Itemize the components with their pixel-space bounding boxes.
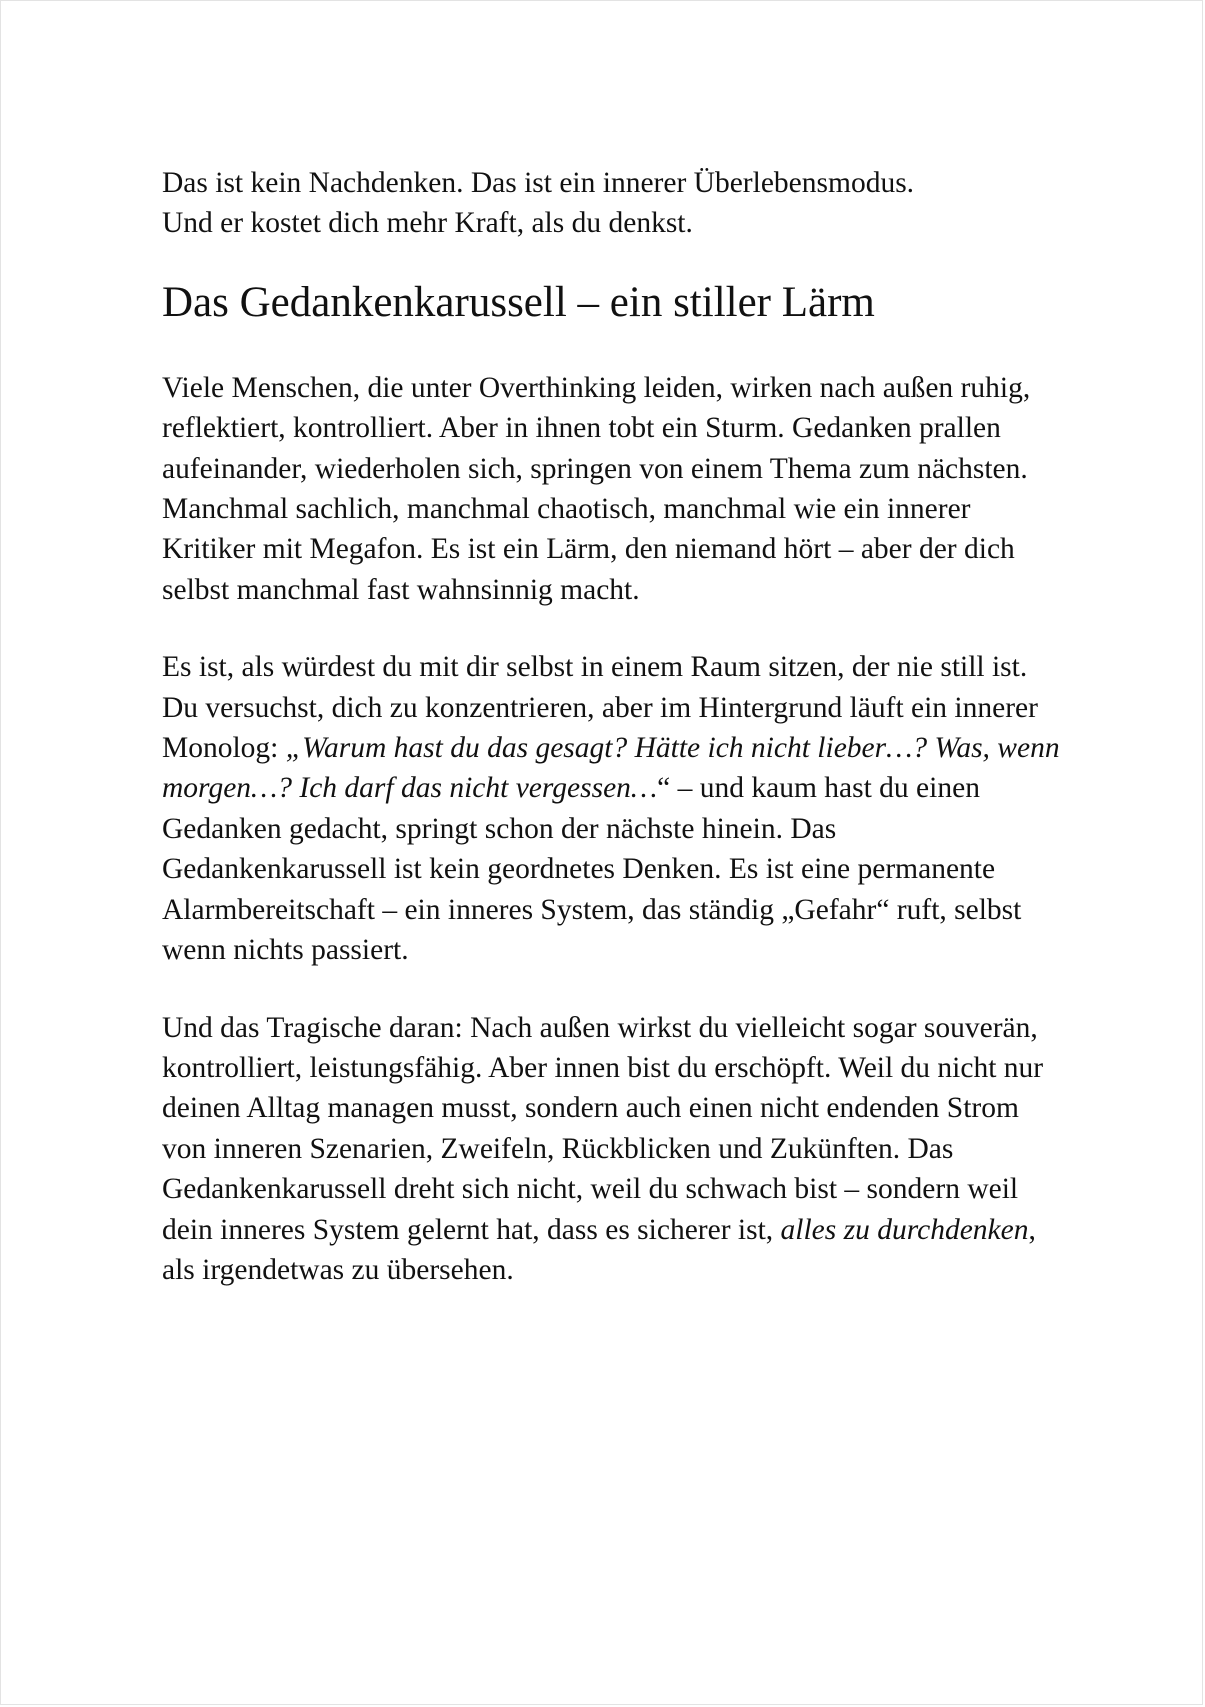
intro-line-2: Und er kostet dich mehr Kraft, als du denkst. bbox=[162, 207, 693, 240]
page-content bbox=[162, 163, 1062, 1327]
paragraph-1: Viele Menschen, die unter Overthinking leiden, wirken nach außen ruhig, reflektiert, kontrolliert. Aber in ihnen tobt ein Sturm. Gedanken prallen aufeinander, wiederholen sich, springen von einem Thema zum nächsten. Manchmal sachlich, manchmal chaotisch, manchmal wie ein innerer Kritiker mit Megafon. Es ist ein Lärm, den niemand hört – aber der dich selbst manchmal fast wahnsinnig macht. bbox=[162, 371, 1031, 606]
paragraph-2-text-end: “ – und kaum hast du einen Gedanken gedacht, springt schon der nächste hinein. Das Gedankenkarussell ist kein geordnetes Denken. Es ist eine permanente Alarmbereitschaft – ein inneres System, das ständig „Gefahr“ ruft, selbst wenn nichts passiert. bbox=[162, 772, 1022, 967]
section-heading: Das Gedankenkarussell – ein stiller Lärm bbox=[162, 278, 875, 326]
paragraph-2-text-start: Es ist, als würdest du mit dir selbst in einem Raum sitzen, der nie still ist. Du versuchst, dich zu konzentrieren, aber im Hintergrund läuft ein innerer Monolog: bbox=[162, 651, 1038, 765]
paragraph-3-text-start: Und das Tragische daran: Nach außen wirkst du vielleicht sogar souverän, kontrolliert, leistungsfähig. Aber innen bist du erschöpft. Weil du nicht nur deinen Alltag managen musst, sondern auch einen nicht endenden Strom von inneren Szenarien, Zweifeln, Rückblicken und Zukünften. Das Gedankenkarussell dreht sich nicht, weil du schwach bist – sondern weil dein inneres System gelernt hat, dass es sicherer ist, bbox=[162, 1011, 1044, 1246]
intro-text bbox=[162, 163, 1062, 244]
paragraph-3 bbox=[162, 1008, 1062, 1291]
paragraph-2-inner-monologue-quote: „Warum hast du das gesagt? Hätte ich nicht lieber…? Was, wenn morgen…? Ich darf das nicht vergessen… bbox=[162, 732, 1060, 805]
intro-line-1: Das ist kein Nachdenken. Das ist ein innerer Überlebensmodus. bbox=[162, 167, 915, 199]
paragraph-3-emphasis: alles zu durchdenken bbox=[780, 1213, 1029, 1246]
paragraph-2 bbox=[162, 647, 1062, 970]
paragraph-3-text-end: , als irgendetwas zu übersehen. bbox=[162, 1213, 1036, 1286]
